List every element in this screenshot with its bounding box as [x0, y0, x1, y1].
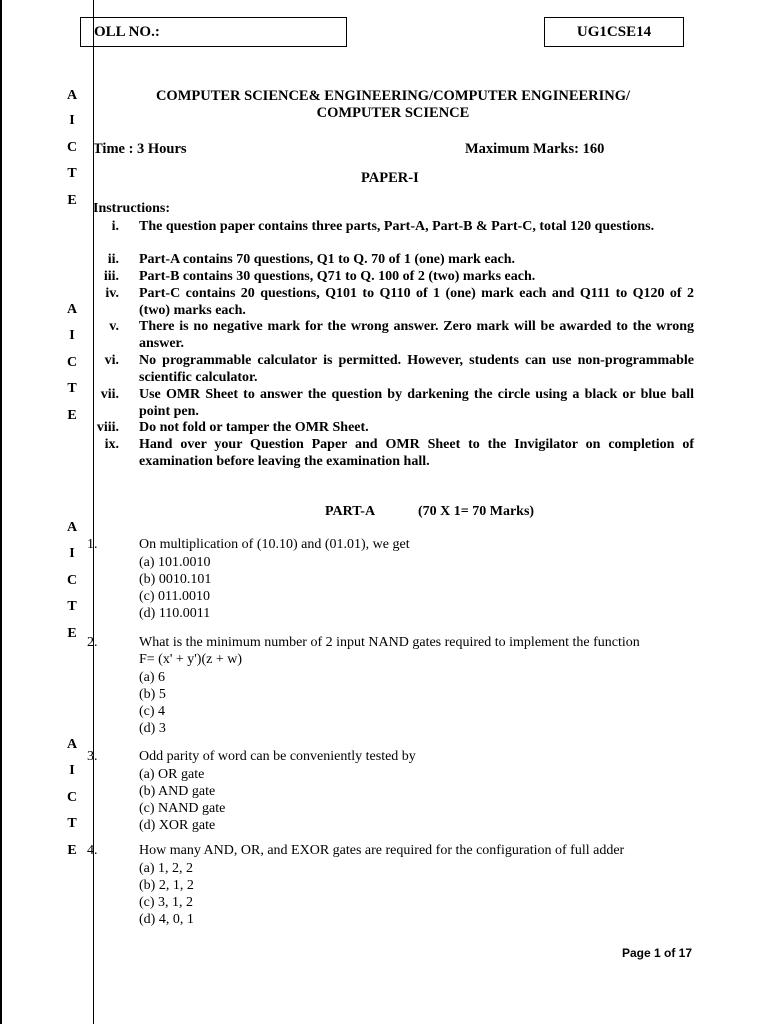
- answer-option: (c) NAND gate: [139, 801, 226, 816]
- instruction-text: Part-C contains 20 questions, Q101 to Q110 of 1 (one) mark each and Q111 to Q120 of 2 (two) marks each.: [139, 286, 694, 318]
- instruction-number: vii.: [100, 387, 119, 402]
- question-text: On multiplication of (10.10) and (01.01), we get: [139, 537, 410, 552]
- answer-option: (b) 5: [139, 687, 166, 702]
- side-letter: T: [67, 599, 77, 614]
- instruction-text: Hand over your Question Paper and OMR Sheet to the Invigilator on completion of examination before leaving the examination hall.: [139, 437, 694, 469]
- part-a-marks: (70 X 1= 70 Marks): [418, 504, 535, 519]
- paper-label: PAPER-I: [361, 170, 419, 186]
- question-number: 1.: [87, 537, 98, 552]
- instruction-text: No programmable calculator is permitted. However, students can use non-programmable scientific calculator.: [139, 353, 694, 385]
- paper-code-box: [544, 17, 684, 47]
- side-letter: I: [69, 113, 75, 128]
- instruction-text: There is no negative mark for the wrong answer. Zero mark will be awarded to the wrong answer.: [139, 319, 694, 351]
- answer-option: (d) 4, 0, 1: [139, 912, 194, 927]
- answer-option: (d) XOR gate: [139, 818, 216, 833]
- roll-number-label: OLL NO.:: [94, 24, 160, 40]
- question-text: What is the minimum number of 2 input NAND gates required to implement the function: [139, 635, 640, 650]
- instruction-number: i.: [111, 219, 119, 234]
- side-letter: T: [67, 816, 77, 831]
- course-title-line2: COMPUTER SCIENCE: [316, 105, 470, 121]
- page-number: Page 1 of 17: [622, 946, 693, 960]
- instruction-number: ix.: [104, 437, 119, 452]
- instruction-number: viii.: [96, 420, 119, 435]
- side-letter: C: [66, 355, 78, 370]
- instruction-text: Part-B contains 30 questions, Q71 to Q. 100 of 2 (two) marks each.: [139, 269, 536, 284]
- course-title-line1: COMPUTER SCIENCE& ENGINEERING/COMPUTER ENGINEERING/: [155, 88, 631, 104]
- roll-number-box: [80, 17, 347, 47]
- question-number: 2.: [87, 635, 98, 650]
- side-letter: E: [67, 626, 77, 641]
- side-letter: A: [66, 520, 78, 535]
- instruction-text: Part-A contains 70 questions, Q1 to Q. 70 of 1 (one) mark each.: [139, 252, 516, 267]
- question-formula: F= (x' + y')(z + w): [139, 652, 242, 667]
- left-margin-border: [0, 0, 94, 1024]
- side-letter: A: [66, 737, 78, 752]
- answer-option: (a) OR gate: [139, 767, 205, 782]
- side-letter: C: [66, 140, 78, 155]
- answer-option: (c) 4: [139, 704, 166, 719]
- question-text: How many AND, OR, and EXOR gates are required for the configuration of full adder: [139, 843, 625, 858]
- answer-option: (c) 3, 1, 2: [139, 895, 194, 910]
- question-number: 3.: [87, 749, 98, 764]
- paper-code: UG1CSE14: [576, 24, 652, 40]
- answer-option: (a) 1, 2, 2: [139, 861, 194, 876]
- side-letter: A: [66, 88, 78, 103]
- side-letter: I: [69, 763, 75, 778]
- instruction-text: The question paper contains three parts, Part-A, Part-B & Part-C, total 120 questions.: [139, 219, 655, 234]
- instruction-number: v.: [109, 319, 119, 334]
- answer-option: (b) AND gate: [139, 784, 216, 799]
- question-text: Odd parity of word can be conveniently tested by: [139, 749, 416, 764]
- instructions-heading: Instructions:: [93, 201, 171, 216]
- side-letter: C: [66, 790, 78, 805]
- answer-option: (d) 3: [139, 721, 166, 736]
- answer-option: (a) 101.0010: [139, 555, 211, 570]
- side-letter: C: [66, 573, 78, 588]
- side-letter: T: [67, 381, 77, 396]
- side-letter: I: [69, 328, 75, 343]
- side-letter: A: [66, 302, 78, 317]
- maximum-marks: Maximum Marks: 160: [465, 141, 605, 157]
- answer-option: (b) 0010.101: [139, 572, 212, 587]
- answer-option: (a) 6: [139, 670, 166, 685]
- side-letter: E: [67, 408, 77, 423]
- answer-option: (b) 2, 1, 2: [139, 878, 194, 893]
- part-a-title: PART-A: [325, 504, 376, 519]
- instruction-number: ii.: [107, 252, 119, 267]
- exam-time: Time : 3 Hours: [93, 141, 187, 157]
- instruction-number: iv.: [105, 286, 119, 301]
- side-letter: E: [67, 843, 77, 858]
- side-letter: I: [69, 546, 75, 561]
- instruction-text: Use OMR Sheet to answer the question by darkening the circle using a black or blue ball point pen.: [139, 387, 694, 419]
- answer-option: (c) 011.0010: [139, 589, 211, 604]
- instruction-number: vi.: [104, 353, 119, 368]
- instruction-number: iii.: [103, 269, 119, 284]
- side-letter: E: [67, 193, 77, 208]
- side-letter: T: [67, 166, 77, 181]
- answer-option: (d) 110.0011: [139, 606, 211, 621]
- question-number: 4.: [87, 843, 98, 858]
- instruction-text: Do not fold or tamper the OMR Sheet.: [139, 420, 369, 435]
